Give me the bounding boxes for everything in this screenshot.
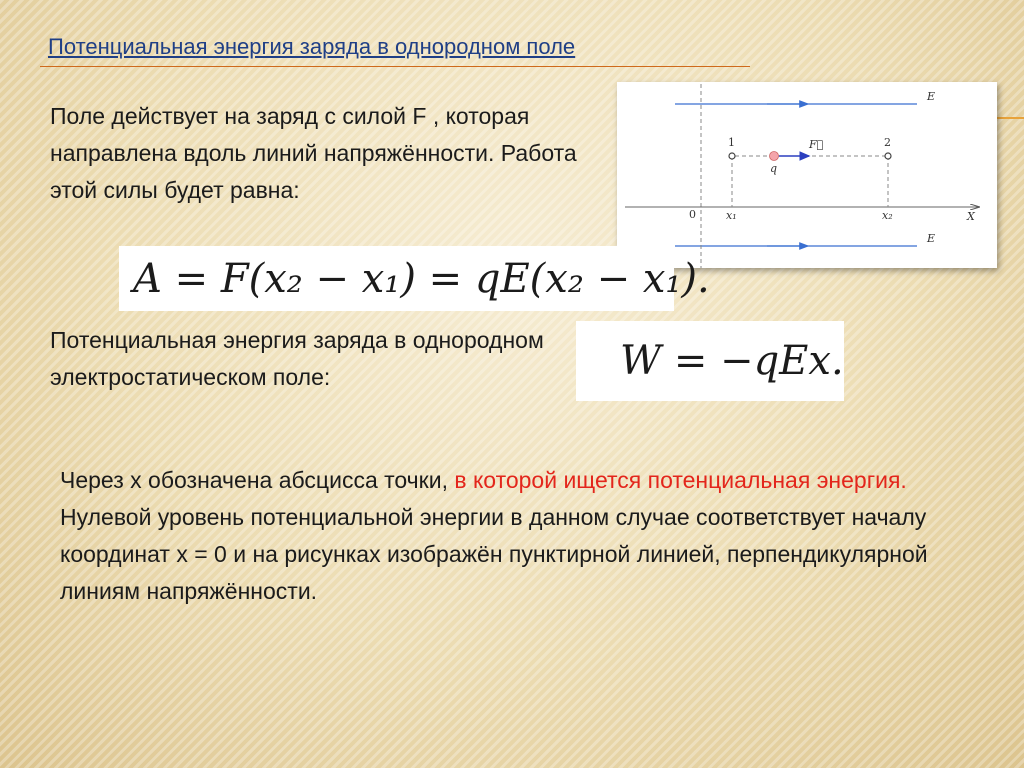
point-2 bbox=[885, 153, 891, 159]
origin-label: 0 bbox=[689, 208, 696, 221]
work-equation-text: A = F(x₂ − x₁) = qE(x₂ − x₁). bbox=[133, 255, 710, 302]
field-label-bottom: E bbox=[927, 232, 936, 245]
field-diagram-svg bbox=[617, 82, 997, 268]
force-label: F⃗ bbox=[809, 138, 824, 151]
field-diagram bbox=[617, 82, 997, 268]
paragraph-force: Поле действует на заряд с силой F , которая направлена вдоль линий напряжённости. Работа этой силы будет равна: bbox=[50, 103, 577, 203]
paragraph-potential-energy: Потенциальная энергия заряда в однородном электростатическом поле: bbox=[50, 327, 544, 390]
point-1-label: 1 bbox=[728, 136, 735, 149]
point-1 bbox=[729, 153, 735, 159]
title-underline-rule bbox=[40, 66, 750, 67]
energy-equation-text: W = −qEx. bbox=[620, 338, 844, 384]
explanation-start: Через x обозначена абсцисса точки, bbox=[60, 467, 455, 493]
field-label-top: E bbox=[927, 90, 936, 103]
paragraph-explanation bbox=[60, 462, 990, 610]
x-axis-label: X bbox=[967, 210, 975, 223]
point-2-label: 2 bbox=[884, 136, 891, 149]
charge-label: q bbox=[770, 162, 778, 175]
work-equation bbox=[119, 246, 710, 311]
slide-title: Потенциальная энергия заряда в однородном поле bbox=[48, 34, 576, 59]
charge-q bbox=[770, 152, 779, 161]
decorative-rule bbox=[996, 117, 1024, 119]
explanation-end: Нулевой уровень потенциальной энергии в данном случае соответствует началу координат x = 0 и на рисунках изображён пунктирной линией, перпендикулярной линиям напряжённости. bbox=[60, 504, 928, 604]
energy-equation bbox=[576, 321, 844, 401]
x1-label: x₁ bbox=[726, 209, 737, 222]
explanation-highlight: в которой ищется потенциальная энергия. bbox=[454, 467, 907, 493]
x2-label: x₂ bbox=[882, 209, 893, 222]
